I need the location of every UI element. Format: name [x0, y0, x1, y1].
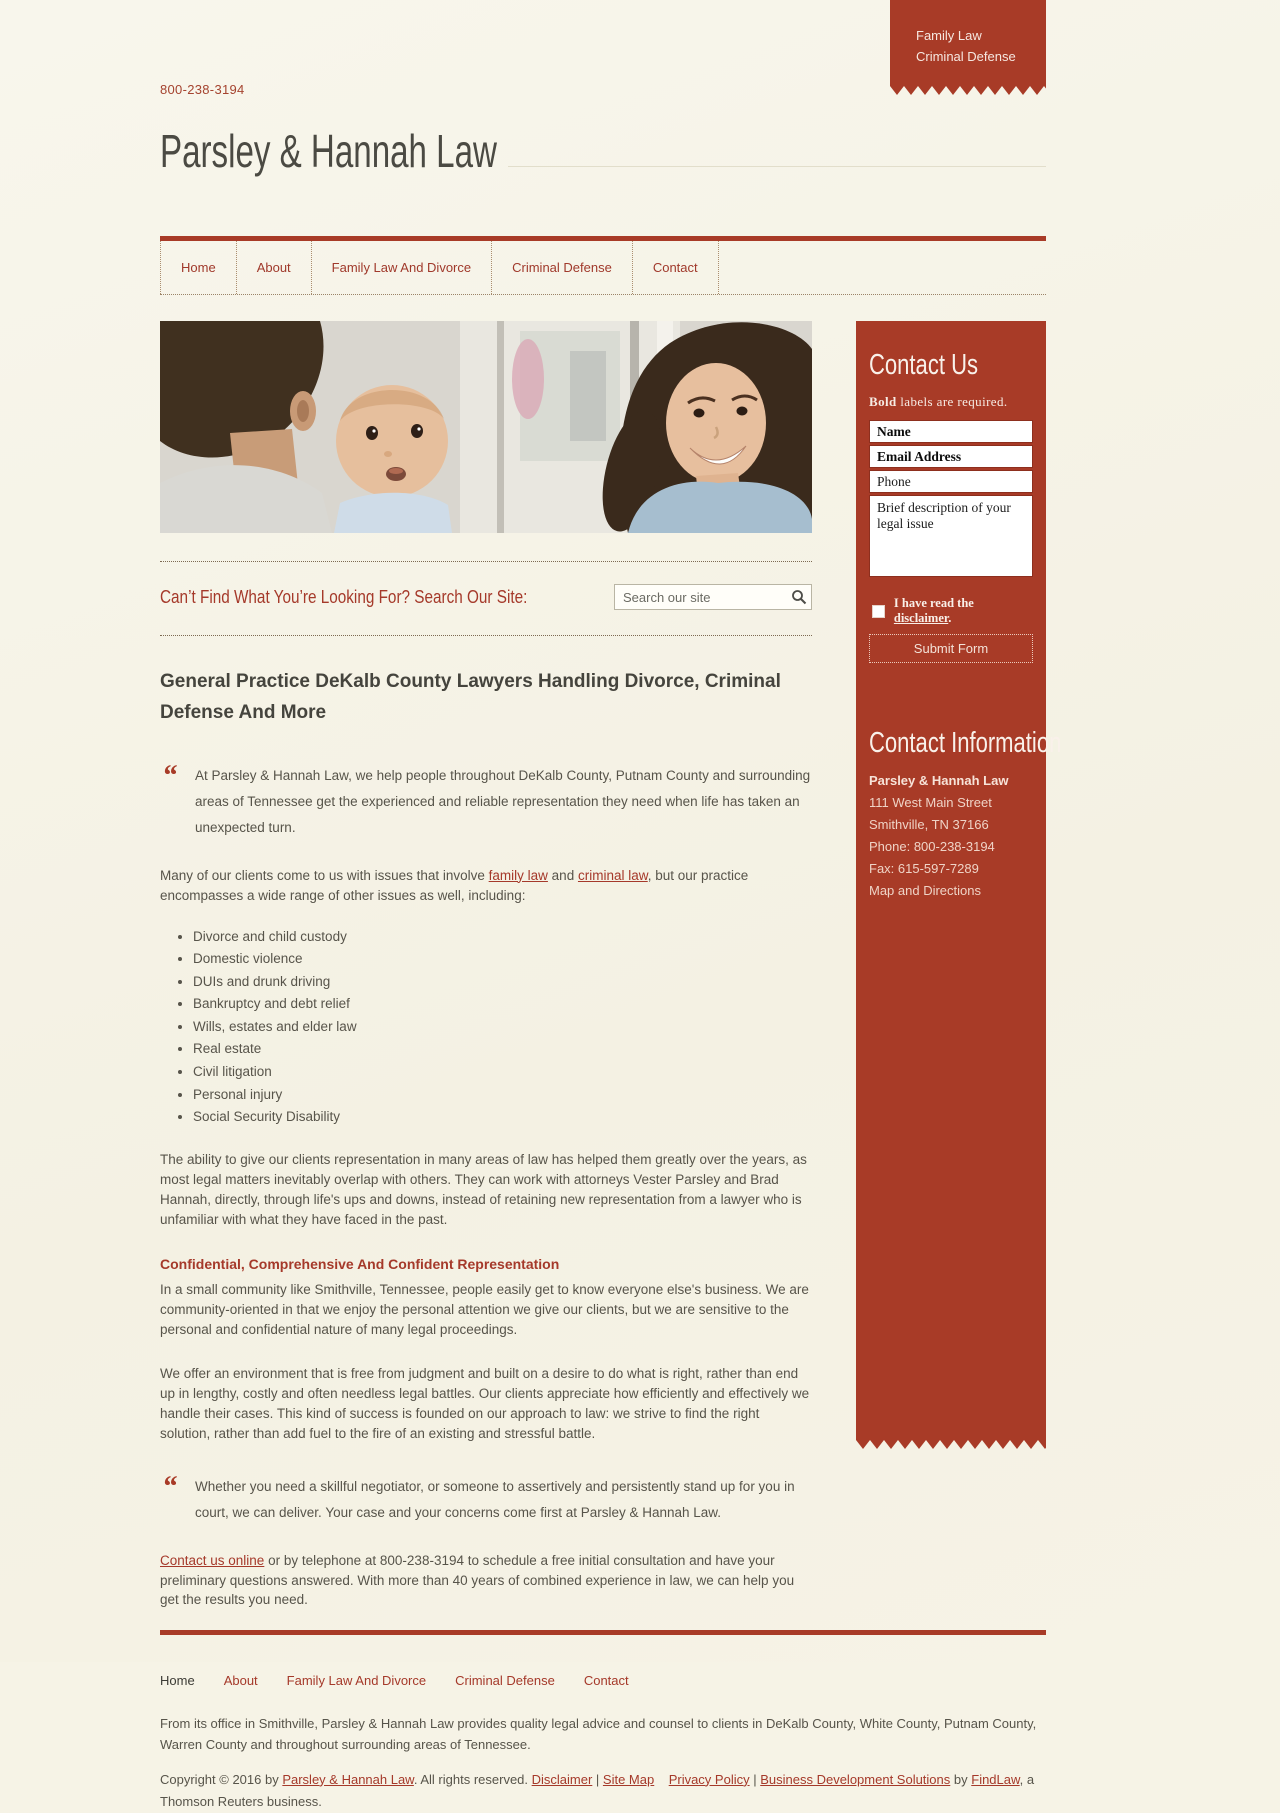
copyright-text: Copyright © 2016 by [160, 1771, 283, 1787]
nav-item-about[interactable]: About [237, 241, 312, 294]
practice-areas-ribbon [890, 0, 1046, 86]
pull-quote-1-text: At Parsley & Hannah Law, we help people throughout DeKalb County, Putnam County and surrounding areas of Tennessee get the experienced and reliable representation they need when life has taken an unexpected turn. [195, 767, 811, 836]
findlaw-link[interactable]: FindLaw [971, 1771, 1020, 1787]
section-subheading: Confidential, Comprehensive And Confident Representation [160, 1256, 560, 1273]
list-item: • Real estate [193, 1040, 812, 1058]
nav-item-contact[interactable]: Contact [633, 241, 719, 294]
list-item: • Divorce and child custody [193, 928, 812, 946]
closing-paragraph [160, 1551, 812, 1611]
phone-field[interactable] [869, 470, 1033, 493]
nav-item-criminal-defense[interactable]: Criminal Defense [492, 241, 633, 294]
fax-line: Fax: 615-597-7289 [869, 860, 979, 876]
intro-text: and [547, 867, 578, 883]
footer-nav-about[interactable]: About [223, 1673, 258, 1689]
search-icon[interactable] [791, 589, 807, 605]
footer-nav-home[interactable]: Home [160, 1673, 195, 1689]
ribbon-criminal-defense: Criminal Defense [916, 48, 1016, 64]
footer-divider-bar [160, 1630, 1046, 1635]
disclaimer-text: I have read the [893, 596, 974, 610]
contact-information [869, 772, 1033, 900]
address-line-1: 111 West Main Street [869, 794, 992, 810]
closing-text: or by telephone at 800-238-3194 to schedule a free initial consultation and have your preliminary questions answered. With more than 40 years of combined experience in law, we can help you get the results you need. [160, 1552, 795, 1608]
footer-navigation [160, 1673, 1046, 1688]
copyright-text: . All rights reserved. [413, 1771, 532, 1787]
map-and-directions-link[interactable]: Map and Directions [869, 882, 981, 898]
disclaimer-link[interactable]: disclaimer [893, 611, 949, 625]
disclaimer-checkbox[interactable] [872, 605, 885, 618]
search-input[interactable] [614, 584, 812, 610]
list-item: • Wills, estates and elder law [193, 1018, 812, 1036]
dotted-divider [160, 561, 812, 562]
email-field[interactable] [869, 445, 1033, 468]
list-item: • Civil litigation [193, 1063, 812, 1081]
main-content [160, 321, 812, 1610]
intro-text: , but our practice encompasses a wide range of other issues as well, including: [160, 867, 749, 903]
contact-us-title: Contact Us [869, 349, 979, 381]
firm-name: Parsley & Hannah Law [869, 773, 1009, 788]
intro-text: Many of our clients come to us with issues that involve [160, 867, 489, 883]
nav-item-home[interactable]: Home [160, 241, 237, 294]
contact-information-title: Contact Information [869, 727, 1062, 759]
dotted-divider [160, 635, 812, 636]
sidebar-zigzag-edge [856, 1440, 1046, 1449]
copyright-separator: | [749, 1771, 761, 1787]
body-paragraph: In a small community like Smithville, Tennessee, people easily get to know everyone else's business. We are community-oriented in that we enjoy the personal attention we give our clients, but we are sensitive to the personal and confidential nature of many legal proceedings. [160, 1282, 809, 1338]
copyright-line [160, 1769, 1046, 1813]
name-field[interactable] [869, 420, 1033, 443]
business-development-solutions-link[interactable]: Business Development Solutions [760, 1771, 951, 1787]
disclaimer-text-end: . [948, 611, 952, 625]
list-item: • Domestic violence [193, 950, 812, 968]
legal-issue-textarea[interactable] [869, 495, 1033, 577]
address-line-2: Smithville, TN 37166 [869, 816, 989, 832]
copyright-separator [654, 1772, 668, 1787]
required-note-rest: labels are required. [896, 394, 1008, 409]
quote-icon: “ [162, 758, 177, 792]
submit-form-button[interactable]: Submit Form [869, 634, 1033, 663]
main-navigation [160, 236, 1046, 295]
footer-nav-contact[interactable]: Contact [583, 1673, 629, 1689]
footer-blurb: From its office in Smithville, Parsley & Hannah Law provides quality legal advice and counsel to clients in DeKalb County, White County, Putnam County, Warren County and throughout surrounding areas of Tennessee. [160, 1716, 1037, 1752]
copyright-firm-link[interactable]: Parsley & Hannah Law [282, 1771, 414, 1787]
list-item: • Social Security Disability [193, 1108, 812, 1126]
body-paragraph: We offer an environment that is free from judgment and built on a desire to do what is right, rather than end up in lengthy, costly and often needless legal battles. Our clients appreciate how efficiently and effectively we handle their cases. This kind of success is founded on our approach to law: we strive to find the right solution, rather than add fuel to the fire of an existing and stressful battle. [160, 1366, 810, 1441]
list-item: • DUIs and drunk driving [193, 973, 812, 991]
list-item: • Bankruptcy and debt relief [193, 995, 812, 1013]
ribbon-zigzag-edge [890, 86, 1046, 95]
disclaimer-label [894, 596, 1033, 626]
logo-divider-line [508, 166, 1046, 167]
site-search [160, 584, 812, 610]
site-map-link[interactable]: Site Map [602, 1771, 655, 1787]
family-law-link[interactable]: family law [488, 867, 548, 883]
search-label: Can’t Find What You’re Looking For? Search Our Site: [160, 586, 528, 607]
required-note-bold: Bold [869, 394, 897, 409]
required-note [869, 394, 1033, 410]
list-item: • Personal injury [193, 1086, 812, 1104]
disclaimer-footer-link[interactable]: Disclaimer [531, 1771, 593, 1787]
copyright-text: , a Thomson Reuters business. [160, 1771, 1035, 1809]
footer-nav-family-law-divorce[interactable]: Family Law And Divorce [286, 1673, 427, 1689]
body-paragraph: The ability to give our clients representation in many areas of law has helped them greatly over the years, as most legal matters inevitably overlap with others. They can work with attorneys Vester Parsley and Brad Hannah, directly, through life's ups and downs, instead of retaining new representation from a lawyer who is unfamiliar with what they have faced in the past. [160, 1152, 807, 1228]
criminal-law-link[interactable]: criminal law [577, 867, 648, 883]
pull-quote-2-text: Whether you need a skillful negotiator, or someone to assertively and persistently stand up for you in court, we can deliver. Your case and your concerns come first at Parsley & Hannah Law. [195, 1478, 795, 1521]
page-title: General Practice DeKalb County Lawyers Handling Divorce, Criminal Defense And More [160, 671, 781, 724]
contact-sidebar [856, 321, 1062, 1440]
header-phone-number: 800-238-3194 [160, 82, 245, 97]
intro-paragraph [160, 866, 812, 906]
pull-quote-2 [160, 1469, 812, 1527]
practice-areas-list [160, 928, 812, 1127]
copyright-separator: | [592, 1771, 603, 1787]
nav-item-family-law-divorce[interactable]: Family Law And Divorce [312, 241, 492, 294]
contact-us-online-link[interactable]: Contact us online [160, 1552, 265, 1568]
quote-icon: “ [162, 1469, 177, 1503]
header [160, 0, 1046, 236]
copyright-text: by [950, 1771, 972, 1787]
phone-line: Phone: 800-238-3194 [869, 838, 995, 854]
ribbon-family-law: Family Law [916, 28, 982, 43]
pull-quote-1 [160, 758, 812, 842]
site-logo[interactable]: Parsley & Hannah Law [160, 125, 497, 177]
hero-family-photo [160, 321, 812, 533]
footer-nav-criminal-defense[interactable]: Criminal Defense [455, 1673, 555, 1689]
privacy-policy-link[interactable]: Privacy Policy [668, 1771, 750, 1787]
